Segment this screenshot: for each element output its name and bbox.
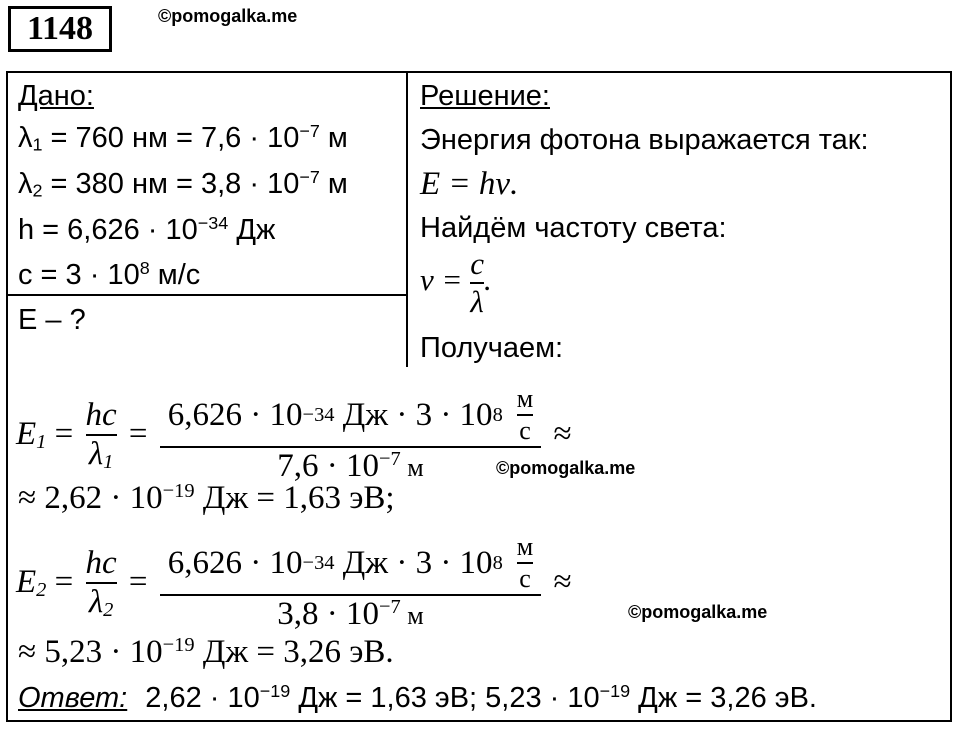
given-lambda1: $\lambda_1 = 760$ нм = $7,6 \cdot 10^{-7}$ м xyxy=(18,121,348,155)
given-speed-of-light: $c = 3 \cdot 10^8$ м/с xyxy=(18,258,201,291)
formula-frequency: ν = $\frac{c}{\lambda}$ . xyxy=(420,246,492,319)
watermark-middle: ©pomogalka.me xyxy=(496,458,636,478)
calc2-equation: $E_2$ = $\frac{hc}{\lambda_2}$ = 6,626 · 10 −34 Дж · 3 · 10 8 $\frac{м}{с}$ $3,8 \cdot 10^{-7}$ м ≈ xyxy=(16,532,572,632)
answer-label: Ответ: xyxy=(18,682,128,714)
solution-text-1: Энергия фотона выражается так: xyxy=(420,124,869,156)
calc1-result: ≈ $2,62 \cdot 10^{-19}$ Дж = 1,63 эВ; xyxy=(18,479,395,516)
solution-text-2: Найдём частоту света: xyxy=(420,212,727,244)
find-quantity: E – ? xyxy=(18,304,86,336)
answer-line: Ответ: $2,62 \cdot 10^{-19}$ Дж = 1,63 эВ; $5,23 \cdot 10^{-19}$ Дж = 3,26 эВ. xyxy=(18,681,817,714)
given-planck: $h = 6,626 \cdot 10^{-34}$ Дж xyxy=(18,213,276,246)
formula-energy: E = hν. xyxy=(420,166,519,202)
calc1-equation: $E_1$ = $\frac{hc}{\lambda_1}$ = 6,626 · 10 −34 Дж · 3 · 10 8 $\frac{м}{с}$ $7,6 \cdot 10^{-7}$ м ≈ xyxy=(16,384,572,484)
solution-heading: Решение: xyxy=(420,80,550,112)
given-lambda2: $\lambda_2 = 380$ нм = $3,8 \cdot 10^{-7}$ м xyxy=(18,167,348,201)
problem-number: 1148 xyxy=(8,6,112,52)
given-divider xyxy=(6,294,408,296)
calc2-result: ≈ $5,23 \cdot 10^{-19}$ Дж = 3,26 эВ. xyxy=(18,633,394,670)
solution-text-3: Получаем: xyxy=(420,332,564,364)
watermark-bottom: ©pomogalka.me xyxy=(628,602,768,622)
watermark-top: ©pomogalka.me xyxy=(158,6,298,26)
column-divider xyxy=(406,71,408,367)
given-heading: Дано: xyxy=(18,80,94,112)
